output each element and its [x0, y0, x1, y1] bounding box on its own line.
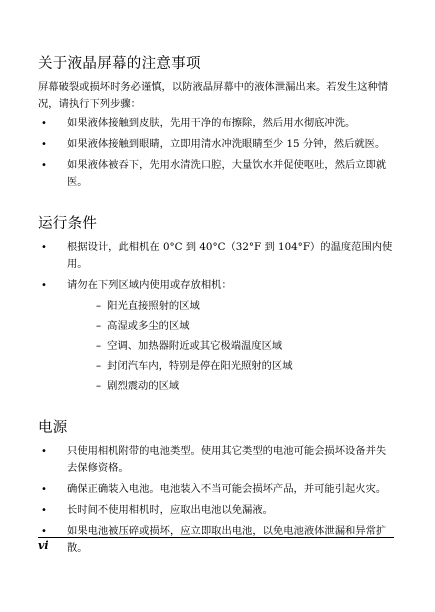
dash-icon: – — [96, 300, 102, 312]
dash-icon: – — [96, 360, 102, 372]
operating-list — [38, 239, 394, 396]
area-label: 剧烈震动的区域 — [107, 380, 180, 392]
storage-warning-text: 请勿在下列区域内使用或存放相机： — [67, 279, 232, 291]
list-item — [67, 376, 394, 396]
operating-conditions-section — [38, 212, 394, 396]
lcd-steps-list — [38, 115, 394, 191]
page-number: vi — [38, 539, 49, 552]
list-item: • 如果电池被压碎或损坏，应立即取出电池，以免电池液体泄漏和异常扩散。 — [38, 523, 394, 557]
dash-icon: – — [96, 340, 102, 352]
area-label: 空调、加热器附近或其它极端温度区域 — [107, 340, 283, 352]
list-item: • 确保正确装入电池。电池装入不当可能会损坏产品，并可能引起火灾。 — [38, 481, 394, 498]
list-item: • 只使用相机附带的电池类型。使用其它类型的电池可能会损坏设备并失去保修资格。 — [38, 443, 394, 477]
area-label: 阳光直接照射的区域 — [107, 300, 200, 312]
operating-section-heading: 运行条件 — [38, 216, 98, 232]
list-item — [67, 336, 394, 356]
power-section — [38, 416, 394, 557]
list-item: • 如果液体被吞下，先用水清洗口腔，大量饮水并促使呕吐，然后立即就医。 — [38, 157, 394, 191]
area-label: 高湿或多尘的区域 — [107, 320, 190, 332]
lcd-precautions-section — [38, 52, 394, 191]
page-content — [38, 52, 394, 557]
list-item: • 长时间不使用相机时，应取出电池以免漏液。 — [38, 502, 394, 519]
list-item: • 如果液体接触到眼睛，立即用清水冲洗眼睛至少 15 分钟，然后就医。 — [38, 136, 394, 153]
temperature-range-item: • 根据设计，此相机在 0°C 到 40°C（32°F 到 104°F）的温度范围内使用。 — [38, 239, 394, 273]
area-label: 封闭汽车内，特别是停在阳光照射的区域 — [107, 360, 293, 372]
footer-divider — [38, 537, 394, 538]
list-item — [67, 316, 394, 336]
list-item: • 如果液体接触到皮肤，先用干净的布擦除，然后用水彻底冲洗。 — [38, 115, 394, 132]
lcd-intro-paragraph: 屏幕破裂或损坏时务必谨慎，以防液晶屏幕中的液体泄漏出来。若发生这种情况，请执行下列步骤： — [38, 81, 389, 110]
lcd-section-heading: 关于液晶屏幕的注意事项 — [38, 56, 201, 72]
power-section-heading: 电源 — [38, 420, 68, 436]
dash-icon: – — [96, 380, 102, 392]
storage-warning-item — [38, 277, 394, 396]
power-list — [38, 443, 394, 557]
list-item — [67, 296, 394, 316]
list-item — [67, 356, 394, 376]
restricted-areas-list — [67, 296, 394, 396]
dash-icon: – — [96, 320, 102, 332]
